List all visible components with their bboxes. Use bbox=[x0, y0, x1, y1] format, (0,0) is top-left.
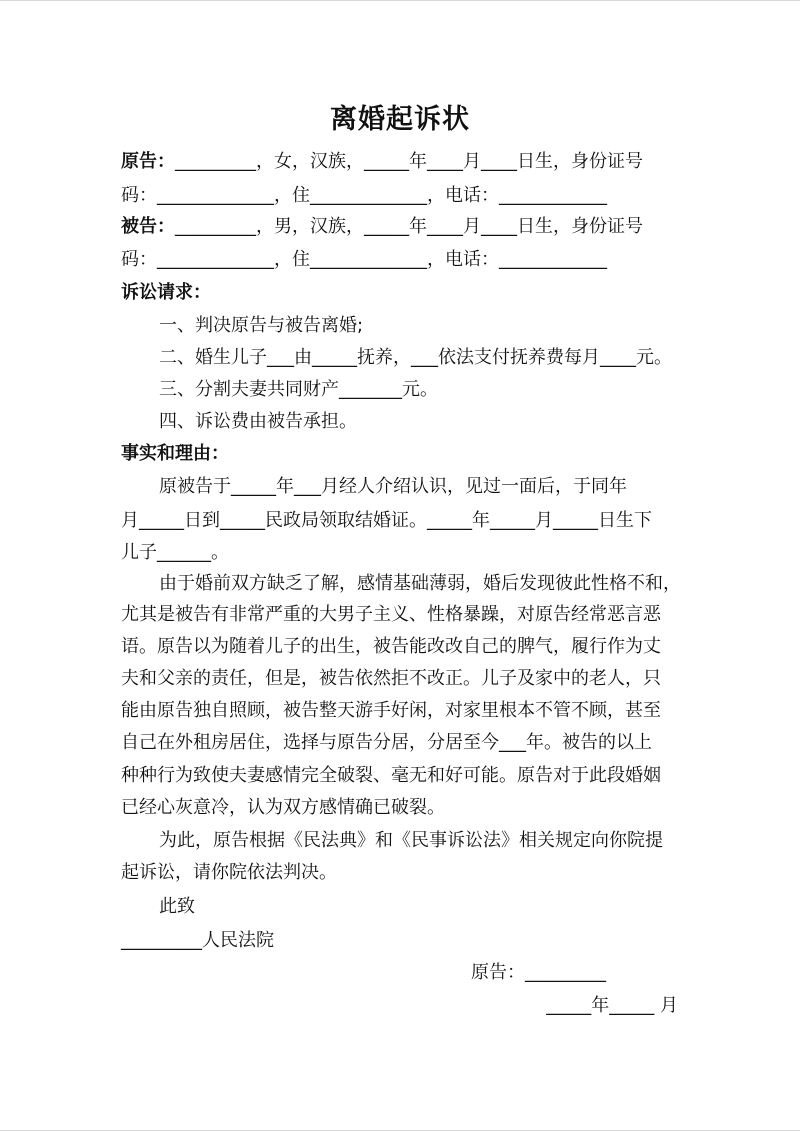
claim-item: 一、判决原告与被告离婚; bbox=[159, 315, 364, 336]
defendant-line-1 bbox=[121, 215, 643, 239]
plaintiff-signature: 原告：_________ bbox=[471, 962, 606, 983]
facts-line: 儿子______。 bbox=[121, 542, 229, 563]
facts-line: 种种行为致使夫妻感情完全破裂、毫无和好可能。原告对于此段婚姻 bbox=[121, 765, 661, 786]
plaintiff-info-1: _________，女，汉族，_____年____月____日生，身份证号 bbox=[175, 151, 643, 172]
defendant-info-2: 码：_____________，住_____________，电话：____________ bbox=[121, 249, 607, 270]
claim-item: 四、诉讼费由被告承担。 bbox=[159, 411, 357, 432]
claim-item: 二、婚生儿子___由_____抚养，___依法支付抚养费每月____元。 bbox=[159, 347, 672, 368]
signature-date: _____年_____ 月 bbox=[546, 995, 678, 1016]
claim-item: 三、分割夫妻共同财产_______元。 bbox=[159, 379, 438, 400]
facts-line: 夫和父亲的责任，但是，被告依然拒不改正。儿子及家中的老人，只 bbox=[121, 668, 661, 689]
claims-heading: 诉讼请求： bbox=[121, 282, 211, 303]
plaintiff-info-2: 码：_____________，住_____________，电话：____________ bbox=[121, 185, 607, 206]
facts-line: 由于婚前双方缺乏了解，感情基础薄弱，婚后发现彼此性格不和， bbox=[159, 573, 681, 594]
closing-text: 此致 bbox=[159, 896, 195, 917]
defendant-info-1: _________，男，汉族，_____年____月____日生，身份证号 bbox=[175, 216, 643, 237]
plaintiff-label: 原告： bbox=[121, 151, 175, 172]
facts-heading: 事实和理由： bbox=[121, 443, 229, 464]
plaintiff-line-1 bbox=[121, 150, 643, 174]
defendant-label: 被告： bbox=[121, 216, 175, 237]
facts-line: 原被告于_____年___月经人介绍认识，见过一面后，于同年 bbox=[159, 476, 627, 497]
facts-line: 已经心灰意冷，认为双方感情确已破裂。 bbox=[121, 797, 445, 818]
facts-line: 为此，原告根据《民法典》和《民事诉讼法》相关规定向你院提 bbox=[159, 830, 663, 851]
facts-line: 能由原告独自照顾，被告整天游手好闲，对家里根本不管不顾，甚至 bbox=[121, 700, 661, 721]
facts-line: 自己在外租房居住，选择与原告分居，分居至今___年。被告的以上 bbox=[121, 732, 652, 753]
facts-line: 起诉讼，请你院依法判决。 bbox=[121, 862, 337, 883]
document-title: 离婚起诉状 bbox=[330, 104, 470, 135]
facts-line: 尤其是被告有非常严重的大男子主义、性格暴躁，对原告经常恶言恶 bbox=[121, 604, 661, 625]
facts-line: 月_____日到_____民政局领取结婚证。_____年_____月_____日生下 bbox=[121, 510, 652, 531]
court-name: _________人民法院 bbox=[121, 930, 274, 951]
facts-line: 语。原告以为随着儿子的出生，被告能改改自己的脾气，履行作为丈 bbox=[121, 636, 661, 657]
